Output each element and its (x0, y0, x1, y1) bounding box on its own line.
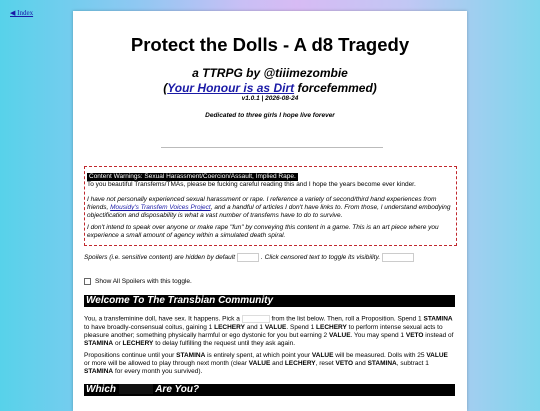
p1-m: VETO (405, 331, 424, 339)
p1-p: or (114, 339, 121, 347)
p1-i: LECHERY (316, 323, 347, 331)
spoiler-checkbox[interactable] (84, 278, 91, 285)
p2-o: , subtract 1 (396, 360, 429, 367)
cw-p2-before: I have not personally experienced sexual harassment or rape. I reference a variety of second/third hand experiences from friends, (87, 196, 437, 211)
p2-f: VALUE (426, 352, 448, 359)
spoiler-example-b[interactable] (382, 253, 414, 262)
p2-k: , reset (315, 360, 334, 367)
p2-p: STAMINA (84, 368, 114, 375)
p1-d: to have broadly-consensual coitus, gaining 1 (84, 323, 213, 331)
p1-l: . You may spend 1 (350, 331, 405, 339)
section-heading-welcome: Welcome To The Transbian Community (84, 295, 455, 307)
spoiler-toggle-label: Show All Spoilers with this toggle. (95, 278, 192, 285)
p1-n: instead of (425, 331, 454, 339)
p2-a: Propositions continue until your (84, 352, 175, 359)
p1-k: VALUE (328, 331, 351, 339)
spoiler-toggle-row[interactable] (84, 278, 192, 285)
page-title: Protect the Dolls - A d8 Tragedy (130, 34, 410, 55)
p1-f: and 1 (246, 323, 264, 331)
p1-b: from the list below. Then, roll a Proposition. Spend 1 (271, 315, 422, 323)
p1-h: . Spend 1 (286, 323, 315, 331)
section-welcome-p2 (84, 352, 455, 376)
p1-a: You, a transfeminine doll, have sex. It happens. Pick a (84, 315, 240, 323)
spoiler-example-a[interactable] (237, 253, 259, 262)
spoiler-censored-heading[interactable] (119, 384, 153, 394)
article-page (73, 11, 467, 411)
subline (73, 81, 467, 95)
p2-h: VALUE (248, 360, 271, 367)
your-honour-link[interactable]: Your Honour is as Dirt (167, 81, 295, 95)
p2-b: STAMINA (176, 352, 206, 359)
content-warning-title: Content Warnings: Sexual Harassment/Coercion/Assault, Implied Rape. (89, 173, 296, 180)
dedication: Dedicated to three girls I hope live forever (205, 112, 335, 119)
p1-j: to perform intense sexual acts to pleasure another; something physically harmful or ego dystonic for you but earning 2 (84, 323, 443, 339)
heading-which-b: Are You? (155, 384, 200, 395)
p2-c: is entirely spent, at which point your (207, 352, 311, 359)
p1-c: STAMINA (423, 315, 453, 323)
subline-rest: forcefemmed) (294, 81, 377, 95)
spoiler-censored[interactable] (242, 315, 270, 323)
p2-i: and (272, 360, 283, 367)
subline-open: ( (163, 81, 168, 95)
p2-n: STAMINA (367, 360, 397, 367)
p1-q: LECHERY (122, 339, 154, 347)
p2-g: or more will be allowed to play through next month (clear (84, 360, 247, 367)
content-warning-p3: I don't intend to speak over anyone or make rape "fun" by conveying this content in a game. This is an art piece where you experience a small amount of agency within a simulated death spiral. (87, 224, 439, 239)
content-warning-p2 (87, 196, 453, 220)
content-warning-p1: To you beautiful Transfems/TMAs, please be fucking careful reading this and I hope the years become ever kinder. (87, 181, 416, 188)
section-heading-which (84, 384, 455, 396)
p2-d: VALUE (311, 352, 334, 359)
content-warning-box (84, 166, 457, 246)
spoiler-note (84, 253, 416, 262)
p1-g: VALUE (264, 323, 287, 331)
p2-q: for every month you survived). (114, 368, 203, 375)
index-link[interactable]: ◀ Index (10, 9, 34, 17)
heading-which-a: Which (86, 384, 116, 395)
transfem-voices-link[interactable]: Mousidy's Transfem Voices Project (110, 204, 211, 211)
version-date: v1.0.1 | 2026-08-24 (241, 95, 299, 102)
divider (161, 147, 383, 148)
p1-e: LECHERY (214, 323, 245, 331)
cw-p2-after: , and a handful of articles I don't have links to. From those, I understand embodying objectification and disposability is what a vast number of transfems have to do to survive. (87, 204, 451, 219)
spoiler-note-a: Spoilers (i.e. sensitive content) are hidden by default (84, 254, 236, 262)
spoiler-note-b: . Click censored text to toggle its visibility. (261, 254, 381, 262)
byline: a TTRPG by @tiiimezombie (192, 66, 348, 80)
p1-o: STAMINA (84, 339, 114, 347)
p2-e: will be measured. Dolls with 25 (335, 352, 425, 359)
p1-r: to delay fulfilling the request until they ask again. (155, 339, 296, 347)
p2-j: LECHERY (284, 360, 316, 367)
p2-l: VETO (335, 360, 354, 367)
p2-m: and (354, 360, 366, 367)
section-welcome-p1 (84, 315, 455, 348)
